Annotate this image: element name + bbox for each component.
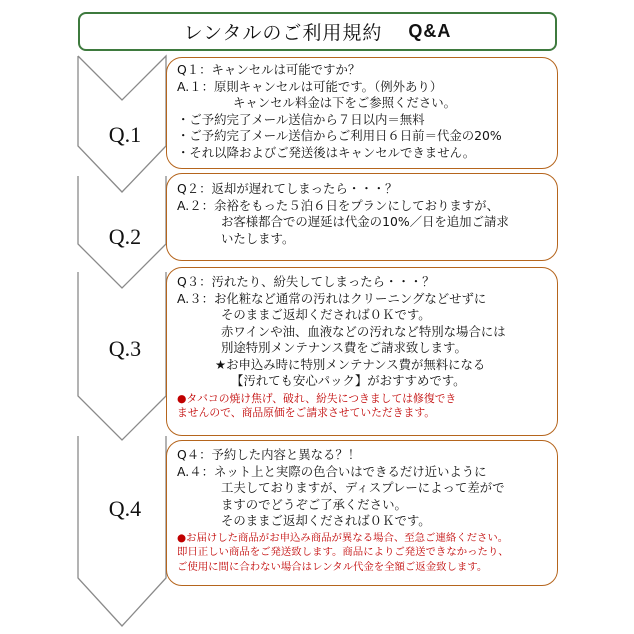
q2-label: Q.2	[108, 224, 142, 249]
q1-answer-line-3: ・ご予約完了メール送信から７日以内＝無料	[177, 111, 425, 127]
q3-answer-line-2: そのままご返却くだされば０Ｋです。	[221, 307, 431, 322]
q1-card	[166, 57, 558, 169]
q2-card	[166, 173, 558, 261]
q2-answer-line-1: A.２：余裕をもった５泊６日をプランにしておりますが、	[177, 197, 499, 213]
q3-answer-line-1: A.３：お化粧など通常の汚れはクリーニングなどせずに	[177, 290, 487, 306]
q1-answer-line-5: ・それ以降およびご発送後はキャンセルできません。	[177, 144, 476, 160]
q3-answer-line-3: 赤ワインや油、血液などの汚れなど特別な場合には	[221, 323, 506, 339]
q3-answer-line-6: 【汚れても安心パック】がおすすめです。	[231, 373, 466, 388]
page-title: レンタルのご利用規約	[183, 22, 383, 44]
q4-answer-line-4: そのままご返却くだされば０Ｋです。	[221, 513, 431, 528]
chevron-q4-shape	[78, 436, 166, 626]
q4-answer-line-3: ますのでどうぞご了承ください。	[221, 496, 407, 512]
page-title-box	[78, 12, 557, 51]
q4-note-line-3: ご使用に間に合わない場合はレンタル代金を全額ご返金致します。	[177, 560, 488, 573]
q4-answer-line-2: 工夫しておりますが、ディスプレーによって差がで	[221, 480, 505, 495]
q2-question: Q２：返却が遅れてしまったら・・・？	[177, 181, 398, 196]
q3-note-line-2: ませんので、商品原価をご請求させていただきます。	[177, 406, 436, 419]
q1-answer-line-2: キャンセル料金は下をご参照ください。	[233, 95, 457, 110]
q3-answer-line-5: ★お申込み時に特別メンテナンス費が無料になる	[215, 356, 486, 372]
q4-note-line-1: ●お届けした商品がお申込み商品が異なる場合、至急ご連絡ください。	[177, 531, 509, 544]
q3-note-line-1: ●タバコの焼け焦げ、破れ、紛失につきましては修復でき	[177, 391, 457, 405]
q1-question: Q１：キャンセルは可能ですか？	[177, 62, 361, 77]
q4-answer-line-1: A.４：ネット上と実際の色合いはできるだけ近いように	[177, 463, 487, 479]
q4-card	[166, 440, 558, 586]
page-title-qa: Q&A	[408, 21, 452, 41]
q1-answer-line-1: A.１：原則キャンセルは可能です。（例外あり）	[177, 78, 443, 94]
q4-label: Q.4	[108, 496, 142, 521]
q1-answer-line-4: ・ご予約完了メール送信からご利用日６日前＝代金の20%	[177, 128, 502, 143]
q2-answer-line-2: お客様都合での遅延は代金の10%／日を追加ご請求	[221, 214, 509, 229]
q3-card	[166, 267, 558, 436]
q3-question: Q３：汚れたり、紛失してしまったら・・・？	[177, 274, 435, 289]
q3-label: Q.3	[108, 336, 142, 361]
q2-answer-line-3: いたします。	[221, 230, 295, 246]
q1-label: Q.1	[108, 122, 142, 147]
q4-question: Q４：予約した内容と異なる？！	[177, 447, 361, 462]
q3-answer-line-4: 別途特別メンテナンス費をご請求致します。	[221, 340, 467, 355]
q4-note-line-2: 即日正しい商品をご発送致します。商品によりご発送できなかったり、	[177, 546, 509, 558]
